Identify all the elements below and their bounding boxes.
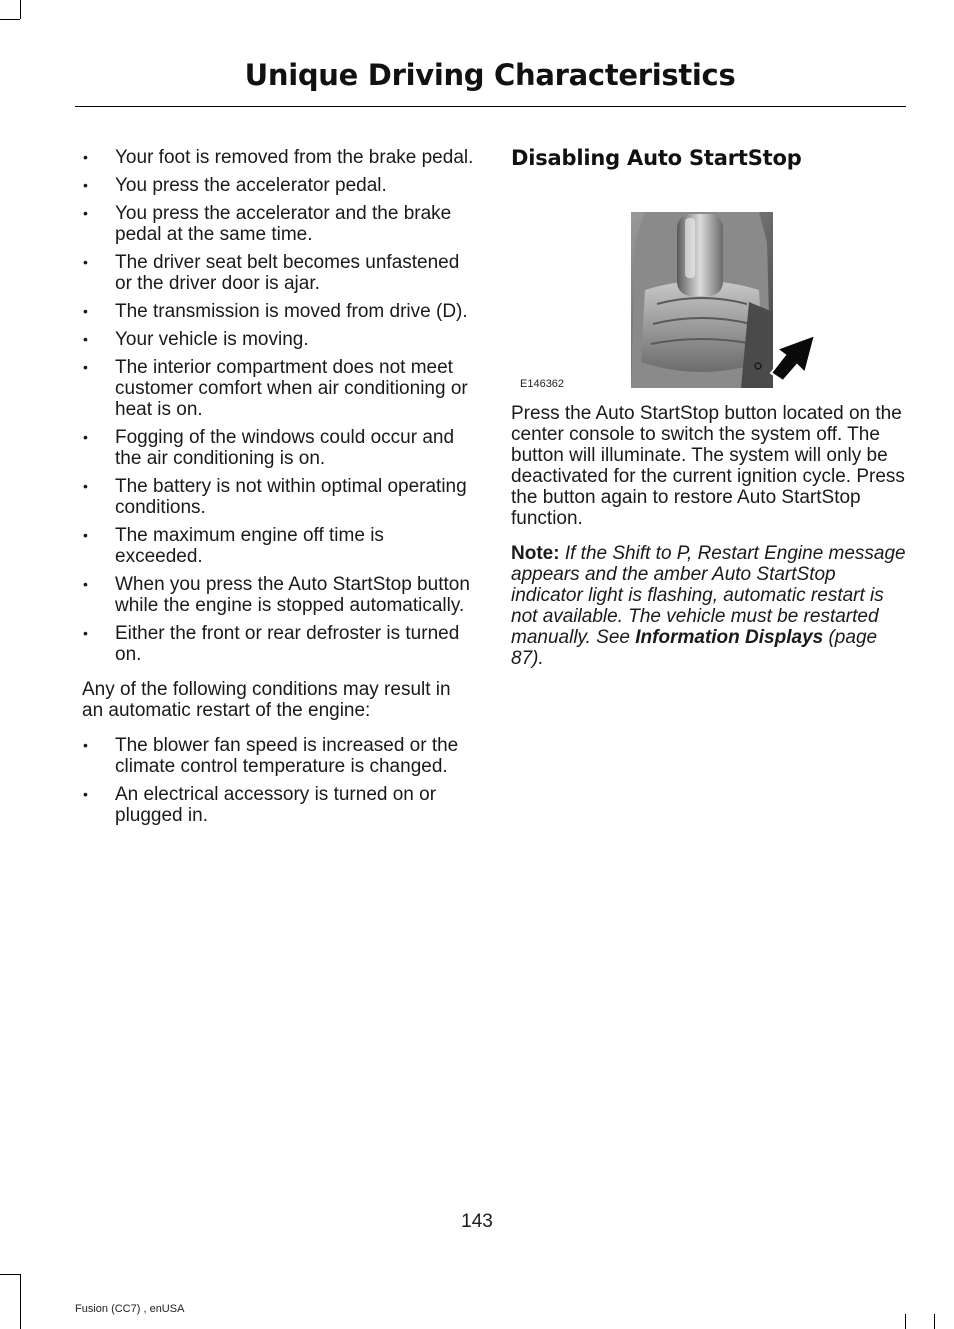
crop-mark	[20, 0, 21, 19]
bullet-icon: •	[83, 625, 88, 641]
page-reference: (page 87).	[511, 627, 878, 669]
bullet-icon: •	[83, 254, 88, 270]
list-item	[82, 147, 474, 168]
note-paragraph	[511, 543, 907, 669]
bullet-icon: •	[83, 149, 88, 165]
document-id: Fusion (CC7) , enUSA	[75, 1303, 185, 1315]
restart-paragraph: Any of the following conditions may result in an automatic restart of the engine:	[82, 679, 451, 721]
list-item	[82, 525, 474, 567]
bullet-icon: •	[83, 205, 88, 221]
crop-mark	[0, 1274, 20, 1275]
bullet-icon: •	[83, 331, 88, 347]
list-item	[82, 735, 474, 777]
list-item-text: The maximum engine off time is exceeded.	[115, 525, 384, 567]
list-item-text: An electrical accessory is turned on or plugged in.	[115, 784, 437, 826]
list-item	[82, 784, 474, 826]
list-item-text: The transmission is moved from drive (D).	[115, 301, 468, 322]
list-item	[82, 476, 474, 518]
crop-mark	[934, 1314, 935, 1329]
bullet-icon: •	[83, 303, 88, 319]
list-item-text: The driver seat belt becomes unfastened or the driver door is ajar.	[115, 252, 460, 294]
list-item	[82, 252, 474, 294]
list-item	[82, 623, 474, 665]
bullet-icon: •	[83, 177, 88, 193]
list-item-text: Your vehicle is moving.	[115, 329, 309, 350]
list-item-text: You press the accelerator and the brake pedal at the same time.	[115, 203, 452, 245]
console-figure	[511, 179, 907, 401]
list-item-text: Fogging of the windows could occur and the air conditioning is on.	[115, 427, 455, 469]
bullet-icon: •	[83, 737, 88, 753]
list-item-text: Either the front or rear defroster is turned on.	[115, 623, 460, 665]
list-item	[82, 329, 474, 350]
left-column	[82, 147, 474, 833]
section-heading: Disabling Auto StartStop	[511, 146, 802, 170]
list-item	[82, 427, 474, 469]
crop-mark	[905, 1314, 906, 1329]
title-divider	[75, 106, 906, 107]
instruction-paragraph: Press the Auto StartStop button located on the center console to switch the system off. The button will illuminate. The system will only be deactivated for the current ignition cycle. Press the button again to restore Auto StartStop function.	[511, 403, 905, 529]
list-item-text: The battery is not within optimal operating conditions.	[115, 476, 467, 518]
list-item-text: The interior compartment does not meet customer comfort when air conditioning or heat is on.	[115, 357, 468, 420]
page-number: 143	[461, 1211, 493, 1232]
list-item	[82, 574, 474, 616]
crop-mark	[0, 19, 20, 20]
note-label: Note:	[511, 543, 560, 564]
bullet-icon: •	[83, 527, 88, 543]
arrow-pointer-icon	[769, 329, 817, 381]
bullet-icon: •	[83, 359, 88, 375]
gear-shifter-photo	[631, 212, 773, 388]
bullet-icon: •	[83, 478, 88, 494]
restart-conditions-list	[82, 735, 474, 826]
list-item-text: You press the accelerator pedal.	[115, 175, 387, 196]
information-displays-link[interactable]: Information Displays	[635, 627, 824, 648]
bullet-icon: •	[83, 786, 88, 802]
bullet-icon: •	[83, 576, 88, 592]
list-item	[82, 175, 474, 196]
list-item	[82, 203, 474, 245]
list-item-text: When you press the Auto StartStop button while the engine is stopped automatically.	[115, 574, 470, 616]
right-column	[511, 147, 907, 683]
list-item-text: Your foot is removed from the brake pedal.	[115, 147, 474, 168]
list-item-text: The blower fan speed is increased or the climate control temperature is changed.	[115, 735, 459, 777]
bullet-icon: •	[83, 429, 88, 445]
page-title: Unique Driving Characteristics	[244, 58, 736, 92]
figure-code: E146362	[520, 378, 565, 390]
note-body: If the Shift to P, Restart Engine message appears and the amber Auto StartStop indicator light is flashing, automatic restart is not available. The vehicle must be restarted manually. See	[511, 543, 906, 648]
list-item	[82, 357, 474, 420]
conditions-list	[82, 147, 474, 665]
crop-mark	[20, 1274, 21, 1329]
list-item	[82, 301, 474, 322]
